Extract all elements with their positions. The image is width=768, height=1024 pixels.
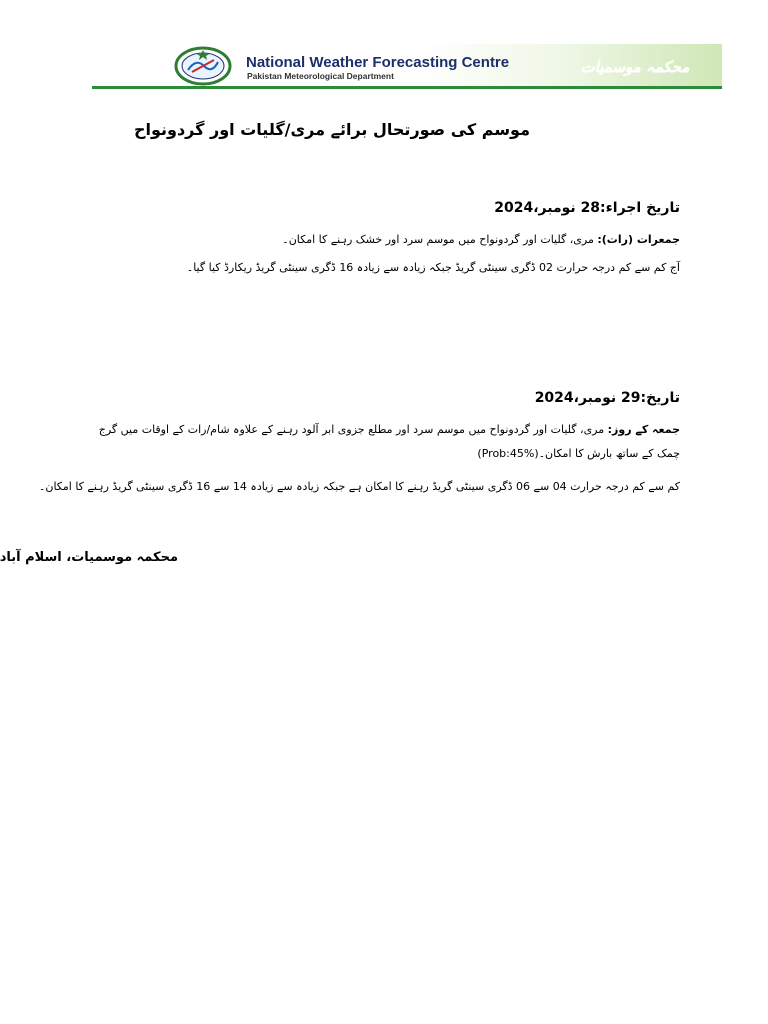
- day1-label: جمعرات (رات):: [597, 233, 680, 246]
- document-title: موسم کی صورتحال برائے مری/گلیات اور گردونواح: [133, 120, 530, 139]
- day1-temperature: آج کم سے کم درجہ حرارت 02 ڈگری سینٹی گریڈ جبکہ زیادہ سے زیادہ 16 ڈگری سینٹی گریڈ ریکارڈ کیا گیا۔: [186, 261, 680, 274]
- header-subtitle: Pakistan Meteorological Department: [247, 71, 394, 81]
- day2-temperature: کم سے کم درجہ حرارت 04 سے 06 ڈگری سینٹی گریڈ رہنے کا امکان ہے جبکہ زیادہ سے زیادہ 14 سے 16 ڈگری سینٹی گریڈ رہنے کا امکان۔: [38, 480, 680, 493]
- day1-forecast-line: [282, 233, 680, 246]
- day2-label: جمعہ کے روز:: [607, 423, 680, 436]
- day2-date: تاریخ:29 نومبر،2024: [534, 390, 680, 406]
- day1-date: تاریخ اجراء:28 نومبر،2024: [494, 200, 680, 216]
- header-title: National Weather Forecasting Centre: [246, 54, 510, 71]
- day2-forecast: مری، گلیات اور گردونواح میں موسم سرد اور مطلع جزوی ابر آلود رہنے کے علاوہ شام/رات کے اوقات میں گرج چمک کے ساتھ بارش کا امکان۔(Prob:45%): [98, 423, 680, 460]
- day1-forecast: مری، گلیات اور گردونواح میں موسم سرد اور خشک رہنے کا امکان۔: [282, 233, 598, 246]
- header-rule: [92, 86, 722, 89]
- header-urdu-logo: محکمہ موسمیات: [580, 58, 690, 76]
- pmd-emblem-icon: [174, 46, 232, 86]
- day2-forecast-para: [90, 418, 680, 466]
- signature: محکمہ موسمیات، اسلام آباد: [0, 550, 178, 565]
